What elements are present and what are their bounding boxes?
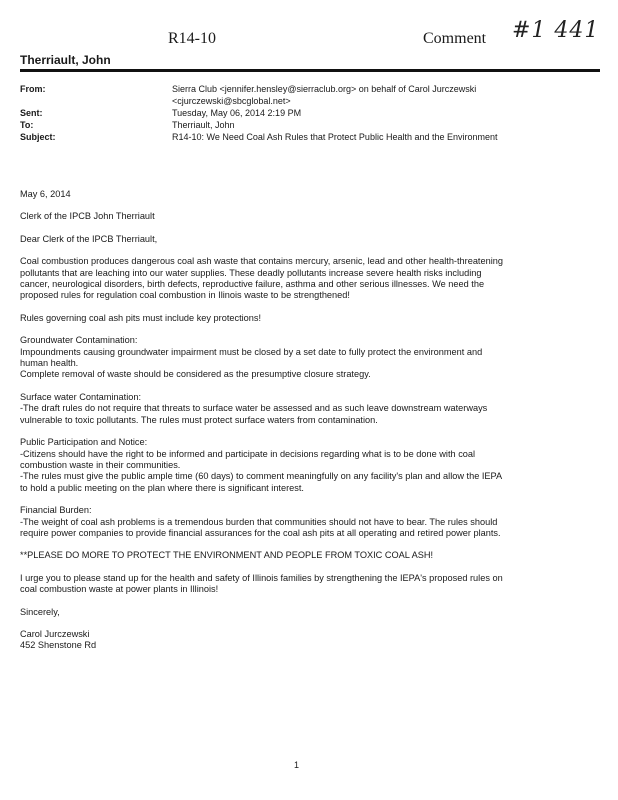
sent-label: Sent: [20, 108, 43, 118]
from-value: Sierra Club <jennifer.hensley@sierraclub.org> on behalf of Carol Jurczewski <cjurczewski@sbcglobal.net> [172, 84, 477, 106]
to-row [20, 119, 600, 131]
from-row [20, 83, 600, 107]
letter-addressee: Clerk of the IPCB John Therriault [20, 211, 155, 222]
section-public-participation: Public Participation and Notice: -Citizens should have the right to be informed and participate in decisions regarding what is to be done with coal combustion waste in their communities. -The rules must give the public ample time (60 days) to comment meaningfully on any facility's plan and allow the IEPA to hold a public meeting on the plan where there is significant interest. [20, 437, 503, 493]
comment-label: Comment [423, 30, 487, 47]
header-divider [20, 69, 600, 72]
letter-plea: **PLEASE DO MORE TO PROTECT THE ENVIRONMENT AND PEOPLE FROM TOXIC COAL ASH! [20, 550, 434, 561]
subject-value: R14-10: We Need Coal Ash Rules that Protect Public Health and the Environment [172, 132, 498, 142]
sent-value: Tuesday, May 06, 2014 2:19 PM [172, 108, 302, 118]
to-label: To: [20, 120, 34, 130]
letter-salutation: Dear Clerk of the IPCB Therriault, [20, 233, 158, 244]
from-label: From: [20, 84, 46, 94]
docket-number: R14-10 [168, 30, 216, 47]
section-surface-water: Surface water Contamination: -The draft rules do not require that threats to surface water be assessed and as such leave downstream waterways vulnerable to toxic pollutants. The rules must protect surface waters from contamination. [20, 391, 488, 425]
subject-label: Subject: [20, 132, 56, 142]
section-financial-burden: Financial Burden: -The weight of coal ash problems is a tremendous burden that communities should not have to bear. The rules should require power companies to provide financial assurances for the coal ash pits at all operating and retired power plants. [20, 505, 501, 538]
letter-signoff: Sincerely, [20, 606, 60, 617]
letter-body [20, 189, 580, 652]
letter-closing: I urge you to please stand up for the health and safety of Illinois families by strengthening the IEPA's proposed rules on coal combustion waste at power plants in Illinois! [20, 572, 503, 595]
section-groundwater: Groundwater Contamination: Impoundments causing groundwater impairment must be closed by a set date to fully protect the environment and human health. Complete removal of waste should be considered as the presumptive closure strategy. [20, 335, 483, 380]
email-header-fields [20, 83, 600, 143]
mailbox-owner-name: Therriault, John [20, 53, 111, 67]
letter-intro: Coal combustion produces dangerous coal ash waste that contains mercury, arsenic, lead and other health-threatening pollutants that are leaching into our water supplies. These deadly pollutants increase severe health risks including cancer, neurological disorders, birth defects, reproductive failure, asthma and other serious illnesses. We need the proposed rules for regulation coal combustion in Ilinois waste to be strengthened! [20, 256, 503, 301]
letter-date: May 6, 2014 [20, 189, 71, 199]
subject-row [20, 131, 600, 143]
comment-number-handwritten: #1 441 [512, 18, 600, 43]
sent-row [20, 107, 600, 119]
to-value: Therriault, John [172, 120, 235, 130]
page-number: 1 [294, 760, 300, 770]
signature-name: Carol Jurczewski [20, 628, 90, 639]
signature-address: 452 Shenstone Rd [20, 640, 97, 651]
letter-rules-line: Rules governing coal ash pits must include key protections! [20, 312, 262, 323]
